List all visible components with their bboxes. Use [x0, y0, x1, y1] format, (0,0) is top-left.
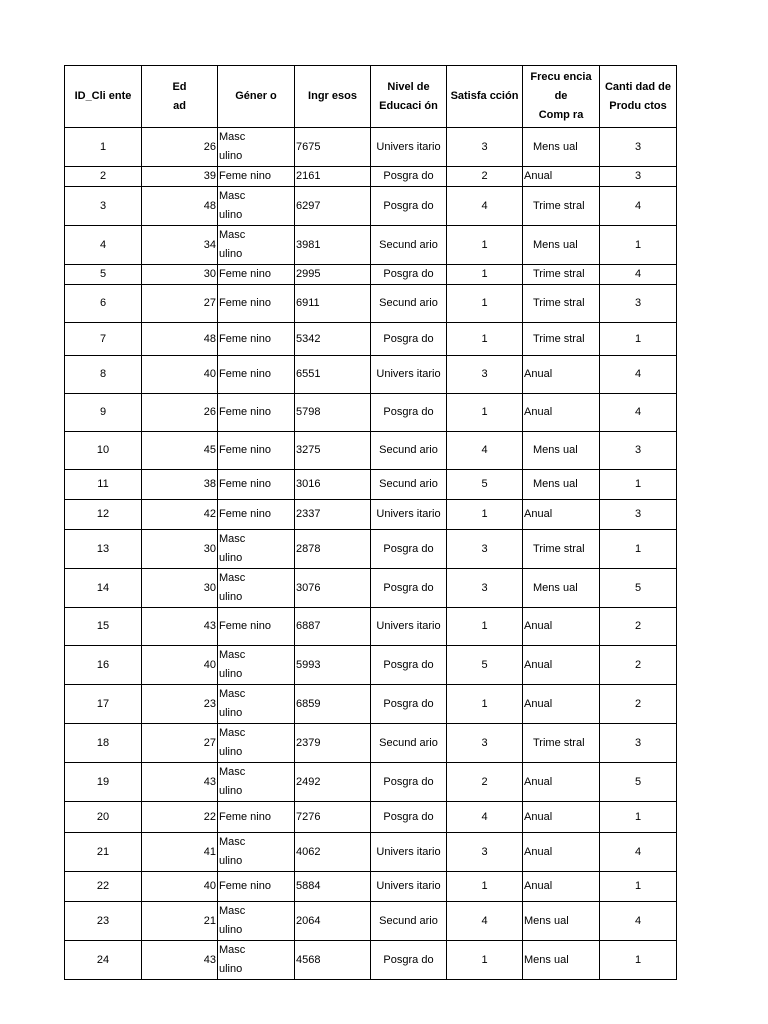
table-body: [65, 128, 677, 980]
genero-line: Feme nino: [219, 444, 271, 456]
cell-edad: 40: [142, 356, 218, 394]
table-row: [65, 265, 677, 285]
cell-edad: 39: [142, 167, 218, 187]
genero-line: Feme nino: [219, 880, 271, 892]
genero-line: Feme nino: [219, 297, 271, 309]
genero-line: Feme nino: [219, 368, 271, 380]
cell-edad: 23: [142, 685, 218, 724]
cell-ingresos: 5342: [295, 323, 371, 356]
cell-cantidad: 3: [600, 724, 677, 763]
cell-satisfaccion: 1: [447, 285, 523, 323]
cell-satisfaccion: 5: [447, 470, 523, 500]
cell-satisfaccion: 5: [447, 646, 523, 685]
cell-id: 13: [65, 530, 142, 569]
cell-frecuencia: Mens ual: [523, 226, 600, 265]
header-cell: Ed ad: [142, 66, 218, 128]
cell-genero: [218, 394, 295, 432]
cell-genero: [218, 500, 295, 530]
cell-nivel: Posgra do: [371, 763, 447, 802]
cell-cantidad: 4: [600, 265, 677, 285]
cell-id: 23: [65, 902, 142, 941]
cell-ingresos: 3275: [295, 432, 371, 470]
cell-edad: 43: [142, 763, 218, 802]
cell-satisfaccion: 4: [447, 432, 523, 470]
cell-cantidad: 1: [600, 802, 677, 833]
cell-edad: 30: [142, 569, 218, 608]
cell-nivel: Secund ario: [371, 902, 447, 941]
cell-nivel: Posgra do: [371, 646, 447, 685]
cell-id: 9: [65, 394, 142, 432]
table-row: [65, 569, 677, 608]
cell-ingresos: 4062: [295, 833, 371, 872]
cell-cantidad: 2: [600, 646, 677, 685]
header-row: [65, 66, 677, 128]
cell-id: 16: [65, 646, 142, 685]
table-row: [65, 356, 677, 394]
genero-line: Feme nino: [219, 810, 271, 823]
cell-frecuencia: Anual: [523, 802, 600, 833]
genero-line: Feme nino: [219, 406, 271, 418]
cell-nivel: Univers itario: [371, 872, 447, 902]
cell-ingresos: 2161: [295, 167, 371, 187]
genero-line: ulino: [219, 963, 243, 975]
cell-ingresos: 7276: [295, 802, 371, 833]
table-row: [65, 394, 677, 432]
cell-ingresos: 6859: [295, 685, 371, 724]
cell-nivel: Posgra do: [371, 323, 447, 356]
cell-cantidad: 1: [600, 470, 677, 500]
cell-edad: 43: [142, 941, 218, 980]
cell-edad: 26: [142, 394, 218, 432]
cell-id: 7: [65, 323, 142, 356]
genero-line: Masc: [219, 766, 246, 778]
cell-frecuencia: Trime stral: [523, 187, 600, 226]
cell-satisfaccion: 3: [447, 569, 523, 608]
genero-line: Feme nino: [219, 620, 271, 632]
cell-ingresos: 6887: [295, 608, 371, 646]
cell-ingresos: 5993: [295, 646, 371, 685]
cell-frecuencia: Anual: [523, 167, 600, 187]
genero-line: ulino: [219, 855, 243, 867]
genero-line: ulino: [219, 150, 243, 162]
cell-id: 3: [65, 187, 142, 226]
data-table: [64, 65, 677, 980]
cell-ingresos: 2492: [295, 763, 371, 802]
cell-edad: 48: [142, 323, 218, 356]
genero-line: ulino: [219, 209, 243, 221]
cell-frecuencia: Mens ual: [523, 432, 600, 470]
cell-genero: [218, 646, 295, 685]
cell-genero: [218, 724, 295, 763]
genero-line: Masc: [219, 572, 246, 584]
cell-genero: [218, 187, 295, 226]
cell-nivel: Posgra do: [371, 265, 447, 285]
cell-cantidad: 1: [600, 872, 677, 902]
cell-frecuencia: Anual: [523, 500, 600, 530]
table-row: [65, 763, 677, 802]
cell-ingresos: 3016: [295, 470, 371, 500]
table-row: [65, 872, 677, 902]
cell-genero: [218, 432, 295, 470]
cell-id: 21: [65, 833, 142, 872]
genero-line: Masc: [219, 944, 246, 956]
header-cell: Géner o: [218, 66, 295, 128]
cell-nivel: Secund ario: [371, 285, 447, 323]
cell-edad: 42: [142, 500, 218, 530]
table-row: [65, 608, 677, 646]
cell-frecuencia: Anual: [523, 833, 600, 872]
cell-ingresos: 6297: [295, 187, 371, 226]
cell-satisfaccion: 1: [447, 394, 523, 432]
cell-frecuencia: Anual: [523, 646, 600, 685]
cell-nivel: Secund ario: [371, 432, 447, 470]
cell-satisfaccion: 1: [447, 685, 523, 724]
table-row: [65, 470, 677, 500]
genero-line: Feme nino: [219, 478, 271, 490]
cell-edad: 26: [142, 128, 218, 167]
cell-genero: [218, 608, 295, 646]
genero-line: Masc: [219, 905, 246, 917]
cell-nivel: Posgra do: [371, 569, 447, 608]
header-cell: Frecu encia de Comp ra: [523, 66, 600, 128]
cell-id: 4: [65, 226, 142, 265]
cell-id: 19: [65, 763, 142, 802]
cell-genero: [218, 470, 295, 500]
cell-satisfaccion: 4: [447, 902, 523, 941]
table-row: [65, 833, 677, 872]
genero-line: Feme nino: [219, 508, 271, 520]
cell-satisfaccion: 1: [447, 500, 523, 530]
cell-genero: [218, 941, 295, 980]
cell-edad: 34: [142, 226, 218, 265]
cell-genero: [218, 685, 295, 724]
genero-line: ulino: [219, 248, 243, 260]
cell-cantidad: 3: [600, 285, 677, 323]
cell-genero: [218, 356, 295, 394]
cell-ingresos: 7675: [295, 128, 371, 167]
cell-genero: [218, 802, 295, 833]
cell-cantidad: 3: [600, 500, 677, 530]
cell-cantidad: 1: [600, 226, 677, 265]
genero-line: Masc: [219, 229, 246, 241]
cell-satisfaccion: 2: [447, 167, 523, 187]
genero-line: ulino: [219, 707, 243, 719]
cell-nivel: Secund ario: [371, 724, 447, 763]
cell-nivel: Univers itario: [371, 608, 447, 646]
cell-edad: 41: [142, 833, 218, 872]
table-row: [65, 226, 677, 265]
header-cell: Satisfa cción: [447, 66, 523, 128]
cell-edad: 27: [142, 724, 218, 763]
cell-cantidad: 4: [600, 902, 677, 941]
cell-frecuencia: Anual: [523, 356, 600, 394]
genero-line: Masc: [219, 190, 246, 202]
cell-genero: [218, 128, 295, 167]
cell-id: 14: [65, 569, 142, 608]
genero-line: ulino: [219, 668, 243, 680]
table-row: [65, 802, 677, 833]
table-row: [65, 530, 677, 569]
cell-nivel: Secund ario: [371, 470, 447, 500]
cell-edad: 38: [142, 470, 218, 500]
genero-line: ulino: [219, 552, 243, 564]
cell-genero: [218, 285, 295, 323]
cell-edad: 30: [142, 530, 218, 569]
cell-cantidad: 2: [600, 685, 677, 724]
table-row: [65, 285, 677, 323]
cell-frecuencia: Anual: [523, 394, 600, 432]
cell-satisfaccion: 4: [447, 187, 523, 226]
genero-line: ulino: [219, 924, 243, 936]
cell-cantidad: 4: [600, 356, 677, 394]
cell-satisfaccion: 3: [447, 128, 523, 167]
cell-satisfaccion: 3: [447, 724, 523, 763]
genero-line: ulino: [219, 746, 243, 758]
cell-frecuencia: Mens ual: [523, 569, 600, 608]
cell-edad: 21: [142, 902, 218, 941]
cell-id: 24: [65, 941, 142, 980]
cell-satisfaccion: 2: [447, 763, 523, 802]
genero-line: ulino: [219, 785, 243, 797]
cell-nivel: Posgra do: [371, 187, 447, 226]
cell-id: 1: [65, 128, 142, 167]
cell-frecuencia: Trime stral: [523, 530, 600, 569]
genero-line: Masc: [219, 649, 246, 661]
header-cell: ID_Cli ente: [65, 66, 142, 128]
genero-line: Feme nino: [219, 332, 271, 345]
cell-id: 18: [65, 724, 142, 763]
cell-ingresos: 4568: [295, 941, 371, 980]
cell-genero: [218, 833, 295, 872]
cell-nivel: Posgra do: [371, 530, 447, 569]
cell-ingresos: 2878: [295, 530, 371, 569]
cell-cantidad: 4: [600, 833, 677, 872]
genero-line: Masc: [219, 836, 246, 848]
genero-line: ulino: [219, 591, 243, 603]
cell-ingresos: 2337: [295, 500, 371, 530]
cell-nivel: Univers itario: [371, 128, 447, 167]
cell-satisfaccion: 4: [447, 802, 523, 833]
cell-satisfaccion: 3: [447, 356, 523, 394]
cell-ingresos: 3076: [295, 569, 371, 608]
cell-genero: [218, 323, 295, 356]
cell-nivel: Posgra do: [371, 941, 447, 980]
cell-nivel: Univers itario: [371, 833, 447, 872]
cell-nivel: Secund ario: [371, 226, 447, 265]
cell-satisfaccion: 3: [447, 833, 523, 872]
cell-nivel: Univers itario: [371, 500, 447, 530]
cell-id: 10: [65, 432, 142, 470]
cell-cantidad: 4: [600, 187, 677, 226]
genero-line: Masc: [219, 727, 246, 739]
cell-frecuencia: Anual: [523, 763, 600, 802]
header-cell: Canti dad de Produ ctos: [600, 66, 677, 128]
cell-edad: 22: [142, 802, 218, 833]
table-row: [65, 187, 677, 226]
cell-nivel: Posgra do: [371, 685, 447, 724]
table-row: [65, 323, 677, 356]
cell-genero: [218, 226, 295, 265]
cell-satisfaccion: 3: [447, 530, 523, 569]
cell-id: 17: [65, 685, 142, 724]
cell-frecuencia: Trime stral: [523, 724, 600, 763]
cell-cantidad: 3: [600, 167, 677, 187]
cell-ingresos: 2995: [295, 265, 371, 285]
cell-id: 2: [65, 167, 142, 187]
cell-genero: [218, 902, 295, 941]
cell-edad: 30: [142, 265, 218, 285]
cell-genero: [218, 569, 295, 608]
cell-nivel: Posgra do: [371, 167, 447, 187]
table-row: [65, 646, 677, 685]
cell-ingresos: 5884: [295, 872, 371, 902]
cell-edad: 45: [142, 432, 218, 470]
cell-id: 6: [65, 285, 142, 323]
cell-cantidad: 1: [600, 941, 677, 980]
table-row: [65, 432, 677, 470]
genero-line: Feme nino: [219, 170, 271, 182]
table-row: [65, 128, 677, 167]
header-cell: Ingr esos: [295, 66, 371, 128]
cell-edad: 40: [142, 872, 218, 902]
cell-id: 12: [65, 500, 142, 530]
cell-genero: [218, 872, 295, 902]
cell-ingresos: 5798: [295, 394, 371, 432]
cell-frecuencia: Anual: [523, 685, 600, 724]
cell-edad: 27: [142, 285, 218, 323]
genero-line: Feme nino: [219, 268, 271, 280]
cell-id: 20: [65, 802, 142, 833]
cell-satisfaccion: 1: [447, 608, 523, 646]
cell-satisfaccion: 1: [447, 323, 523, 356]
cell-ingresos: 2379: [295, 724, 371, 763]
cell-satisfaccion: 1: [447, 226, 523, 265]
table-row: [65, 724, 677, 763]
cell-id: 15: [65, 608, 142, 646]
cell-edad: 40: [142, 646, 218, 685]
cell-genero: [218, 167, 295, 187]
cell-frecuencia: Mens ual: [523, 941, 600, 980]
cell-frecuencia: Anual: [523, 608, 600, 646]
cell-id: 11: [65, 470, 142, 500]
cell-genero: [218, 763, 295, 802]
cell-satisfaccion: 1: [447, 265, 523, 285]
genero-line: Masc: [219, 533, 246, 545]
cell-id: 8: [65, 356, 142, 394]
cell-ingresos: 3981: [295, 226, 371, 265]
cell-frecuencia: Mens ual: [523, 470, 600, 500]
table-row: [65, 902, 677, 941]
cell-frecuencia: Mens ual: [523, 128, 600, 167]
cell-frecuencia: Trime stral: [523, 265, 600, 285]
cell-frecuencia: Mens ual: [523, 902, 600, 941]
cell-edad: 43: [142, 608, 218, 646]
cell-frecuencia: Trime stral: [523, 323, 600, 356]
cell-ingresos: 6551: [295, 356, 371, 394]
cell-nivel: Univers itario: [371, 356, 447, 394]
cell-cantidad: 1: [600, 530, 677, 569]
cell-genero: [218, 530, 295, 569]
cell-frecuencia: Anual: [523, 872, 600, 902]
genero-line: Masc: [219, 131, 246, 143]
cell-cantidad: 4: [600, 394, 677, 432]
cell-cantidad: 3: [600, 128, 677, 167]
cell-cantidad: 1: [600, 323, 677, 356]
table-row: [65, 685, 677, 724]
cell-nivel: Posgra do: [371, 394, 447, 432]
genero-line: Masc: [219, 688, 246, 700]
header-cell: Nivel de Educaci ón: [371, 66, 447, 128]
cell-cantidad: 2: [600, 608, 677, 646]
cell-ingresos: 2064: [295, 902, 371, 941]
cell-satisfaccion: 1: [447, 872, 523, 902]
cell-cantidad: 3: [600, 432, 677, 470]
cell-cantidad: 5: [600, 763, 677, 802]
cell-edad: 48: [142, 187, 218, 226]
table-row: [65, 941, 677, 980]
cell-genero: [218, 265, 295, 285]
cell-id: 22: [65, 872, 142, 902]
cell-nivel: Posgra do: [371, 802, 447, 833]
cell-id: 5: [65, 265, 142, 285]
cell-satisfaccion: 1: [447, 941, 523, 980]
cell-cantidad: 5: [600, 569, 677, 608]
table-row: [65, 167, 677, 187]
cell-frecuencia: Trime stral: [523, 285, 600, 323]
table-row: [65, 500, 677, 530]
cell-ingresos: 6911: [295, 285, 371, 323]
